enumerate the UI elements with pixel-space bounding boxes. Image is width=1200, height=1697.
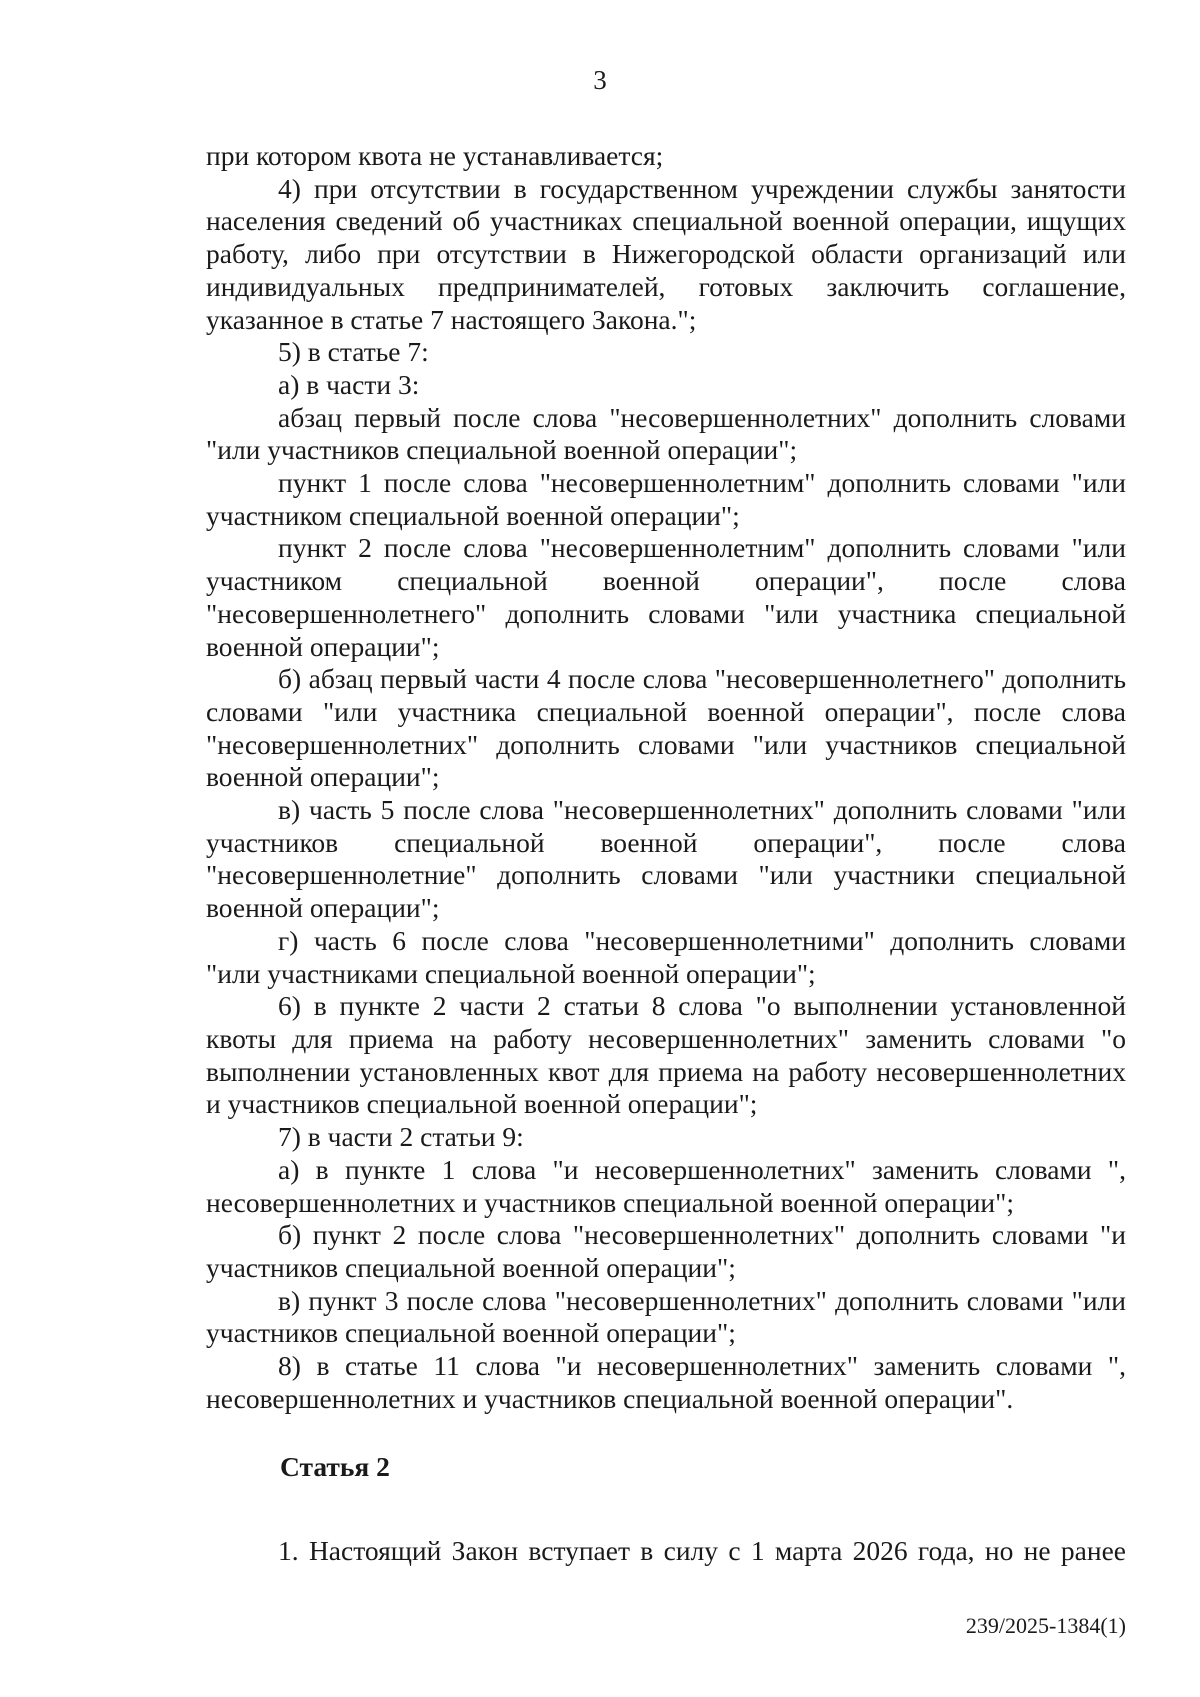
paragraph: 4) при отсутствии в государственном учреждении службы занятости населения сведений об участниках специальной военной операции, ищущих работу, либо при отсутствии в Нижегородской области организаций или индивидуальных предпринимателей, готовых заключить соглашение, указанное в статье 7 настоящего Закона."; — [206, 172, 1126, 335]
paragraph: г) часть 6 после слова "несовершеннолетними" дополнить словами "или участниками специальной военной операции"; — [206, 924, 1126, 989]
paragraph: пункт 1 после слова "несовершеннолетним" дополнить словами "или участником специальной военной операции"; — [206, 467, 1126, 531]
paragraph: 7) в части 2 статьи 9: — [278, 1121, 524, 1153]
paragraph: в) часть 5 после слова "несовершеннолетних" дополнить словами "или участников специальной военной операции", после слова "несовершеннолетние" дополнить словами "или участники специальной военной операции"; — [206, 794, 1126, 924]
paragraph: а) в части 3: — [278, 368, 420, 400]
paragraph: б) пункт 2 после слова "несовершеннолетних" дополнить словами "и участников специальной военной операции"; — [206, 1219, 1126, 1283]
paragraph: а) в пункте 1 слова "и несовершеннолетних" заменить словами ", несовершеннолетних и участников специальной военной операции"; — [206, 1153, 1126, 1218]
paragraph: 8) в статье 11 слова "и несовершеннолетних" заменить словами ", несовершеннолетних и участников специальной военной операции". — [206, 1350, 1126, 1414]
paragraph: в) пункт 3 после слова "несовершеннолетних" дополнить словами "или участников специальной военной операции"; — [206, 1284, 1126, 1349]
document-body — [206, 140, 1126, 1415]
paragraph: абзац первый после слова "несовершеннолетних" дополнить словами "или участников специальной военной операции"; — [206, 401, 1126, 466]
paragraph: пункт 2 после слова "несовершеннолетним" дополнить словами "или участником специальной военной операции", после слова "несовершеннолетнего" дополнить словами "или участника специальной военной операции"; — [206, 532, 1126, 662]
paragraph: б) абзац первый части 4 после слова "несовершеннолетнего" дополнить словами "или участника специальной военной операции", после слова "несовершеннолетних" дополнить словами "или участников специальной военной операции"; — [206, 663, 1126, 793]
document-code: 239/2025-1384(1) — [965, 1613, 1126, 1638]
closing-paragraph: 1. Настоящий Закон вступает в силу с 1 марта 2026 года, но не ранее — [278, 1535, 1126, 1566]
paragraph: 5) в статье 7: — [278, 336, 429, 368]
page-number: 3 — [593, 65, 607, 95]
article-heading: Статья 2 — [280, 1451, 390, 1482]
paragraph: 6) в пункте 2 части 2 статьи 8 слова "о выполнении установленной квоты для приема на работу несовершеннолетних" заменить словами "о выполнении установленных квот для приема на работу несовершеннолетних и участников специальной военной операции"; — [206, 990, 1126, 1120]
paragraph: при котором квота не устанавливается; — [206, 140, 664, 171]
